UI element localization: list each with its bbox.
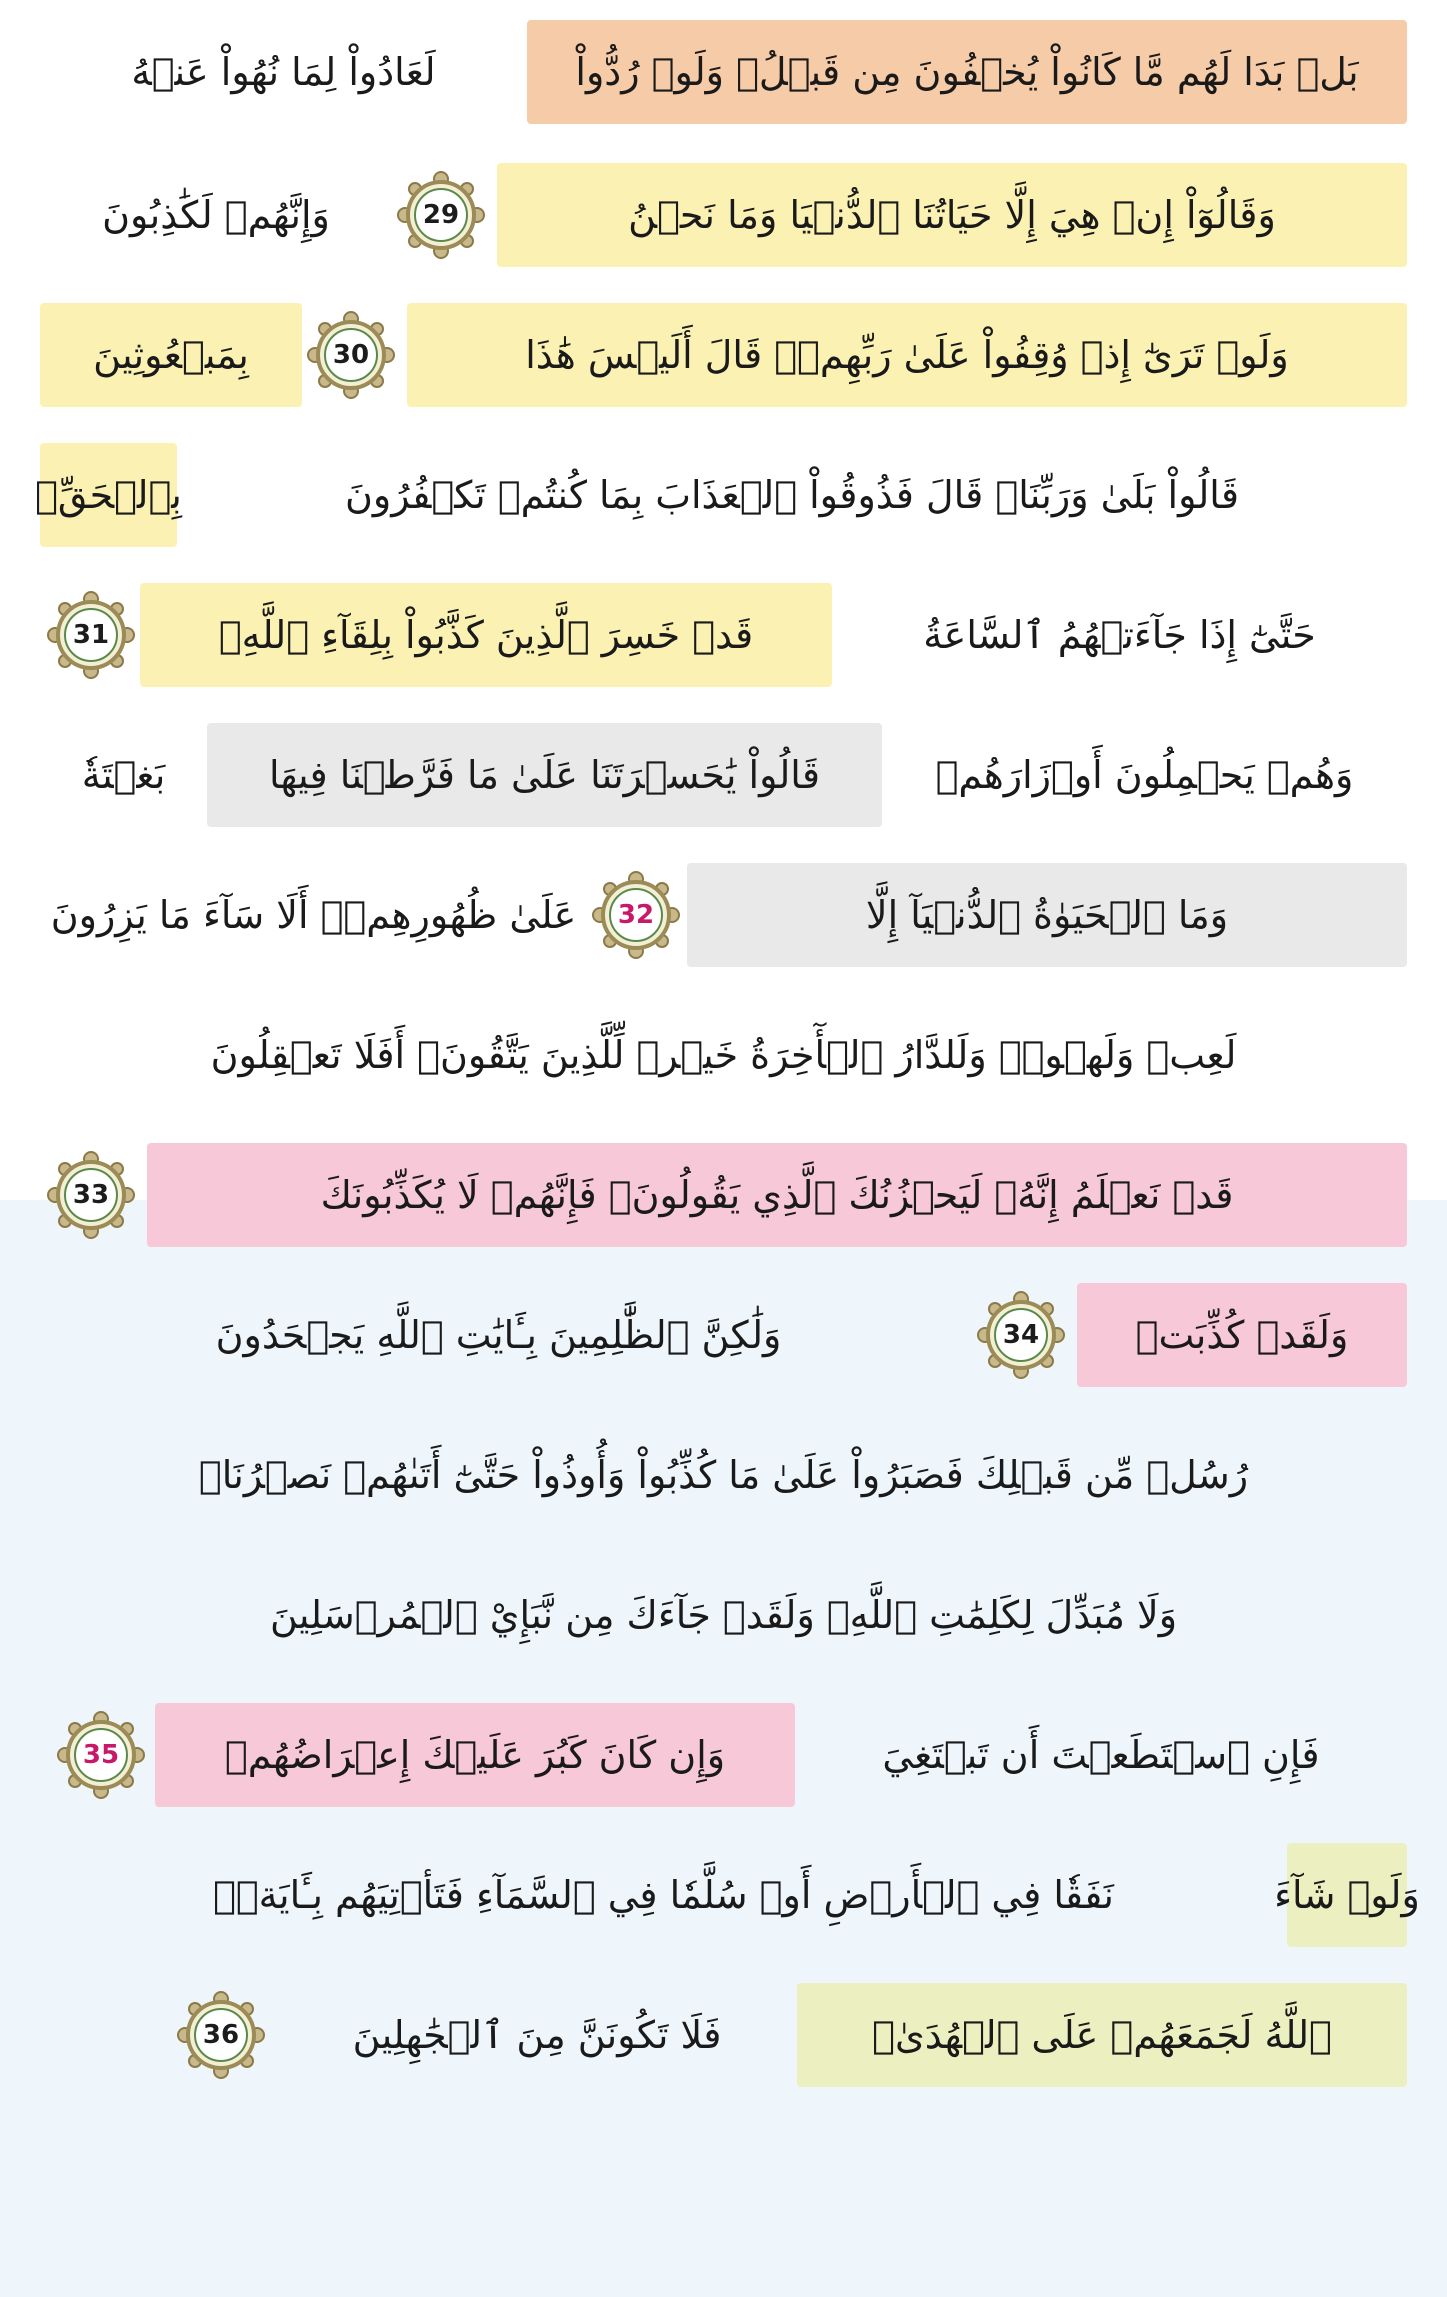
verse-text-segment: وَلَقَدۡ كُذِّبَتۡ	[1077, 1283, 1407, 1387]
ayah-number-marker	[305, 309, 397, 401]
verse-text-segment: نَفَقٗا فِي ٱلۡأَرۡضِ أَوۡ سُلَّمٗا فِي ٱلسَّمَآءِ فَتَأۡتِيَهُم بِـَٔايَةٖۚ	[213, 1873, 1114, 1917]
ayah-number-marker	[395, 169, 487, 261]
ayah-number: 35	[82, 1740, 120, 1770]
verse-text-segment: وَإِن كَانَ كَبُرَ عَلَيۡكَ إِعۡرَاضُهُمۡ	[155, 1703, 795, 1807]
verse-line	[40, 155, 1407, 273]
verse-text-segment: وَلَا مُبَدِّلَ لِكَلِمَٰتِ ٱللَّهِۚ وَلَقَدۡ جَآءَكَ مِن نَّبَإِيْ ٱلۡمُرۡسَلِينَ	[269, 1593, 1178, 1637]
verse-text-segment: وَإِنَّهُمۡ لَكَٰذِبُونَ	[102, 193, 330, 237]
verse-line	[40, 12, 1407, 130]
verse-line	[40, 1555, 1407, 1673]
verse-text-segment: بَغۡتَةٗ	[81, 753, 166, 797]
ayah-number: 36	[202, 2020, 240, 2050]
ayah-number-marker	[175, 1989, 267, 2081]
ayah-number: 32	[617, 900, 655, 930]
verse-text-segment: قَدۡ نَعۡلَمُ إِنَّهُۥ لَيَحۡزُنُكَ ٱلَّذِي يَقُولُونَۖ فَإِنَّهُمۡ لَا يُكَذِّبُونَكَ	[147, 1143, 1407, 1247]
verse-text-segment: لَعَادُواْ لِمَا نُهُواْ عَنۡهُ	[131, 50, 436, 94]
ayah-number: 30	[332, 340, 370, 370]
ayah-number-marker	[55, 1709, 147, 1801]
verse-text-segment: وَهُمۡ يَحۡمِلُونَ أَوۡزَارَهُمۡ	[935, 753, 1354, 797]
verse-line	[40, 715, 1407, 833]
verse-line	[40, 1975, 1407, 2093]
verse-text-segment: قَالُواْ يَٰحَسۡرَتَنَا عَلَىٰ مَا فَرَّطۡنَا فِيهَا	[207, 723, 882, 827]
verse-line	[40, 1275, 1407, 1393]
verse-text-segment: قَالُواْ بَلَىٰ وَرَبِّنَاۚ قَالَ فَذُوقُواْ ٱلۡعَذَابَ بِمَا كُنتُمۡ تَكۡفُرُونَ	[344, 473, 1240, 517]
verse-text-segment: بَلۡ بَدَا لَهُم مَّا كَانُواْ يُخۡفُونَ مِن قَبۡلُۖ وَلَوۡ رُدُّواْ	[527, 20, 1407, 124]
verse-text-segment: فَإِنِ ٱسۡتَطَعۡتَ أَن تَبۡتَغِيَ	[882, 1733, 1320, 1777]
verse-text-segment: ٱللَّهُ لَجَمَعَهُمۡ عَلَى ٱلۡهُدَىٰۚ	[797, 1983, 1407, 2087]
verse-text-segment: وَلَوۡ شَآءَ	[1287, 1843, 1407, 1947]
verse-text-segment: وَمَا ٱلۡحَيَوٰةُ ٱلدُّنۡيَآ إِلَّا	[687, 863, 1407, 967]
ayah-number: 29	[422, 200, 460, 230]
verse-line	[40, 1695, 1407, 1813]
verse-text-segment: حَتَّىٰٓ إِذَا جَآءَتۡهُمُ ٱلسَّاعَةُ	[923, 613, 1316, 657]
verse-line	[40, 1835, 1420, 1953]
verse-text-segment: رُسُلٞ مِّن قَبۡلِكَ فَصَبَرُواْ عَلَىٰ مَا كُذِّبُواْ وَأُوذُواْ حَتَّىٰٓ أَتَىٰهُمۡ نَصۡرُنَاۚ	[198, 1453, 1249, 1497]
ayah-number: 31	[72, 620, 110, 650]
verse-text-segment: قَدۡ خَسِرَ ٱلَّذِينَ كَذَّبُواْ بِلِقَآءِ ٱللَّهِۖ	[140, 583, 832, 687]
verse-text-segment: عَلَىٰ ظُهُورِهِمۡۚ أَلَا سَآءَ مَا يَزِرُونَ	[50, 893, 577, 937]
verse-line	[40, 1415, 1407, 1533]
verse-line	[35, 435, 1407, 553]
verse-text-segment: لَعِبٞ وَلَهۡوٞۖ وَلَلدَّارُ ٱلۡأٓخِرَةُ خَيۡرٞ لِّلَّذِينَ يَتَّقُونَۚ أَفَلَا تَعۡقِلُونَ	[210, 1033, 1237, 1077]
ayah-number: 33	[72, 1180, 110, 1210]
verse-line	[40, 995, 1407, 1113]
verse-text-segment: وَلَٰكِنَّ ٱلظَّٰلِمِينَ بِـَٔايَٰتِ ٱللَّهِ يَجۡحَدُونَ	[215, 1313, 782, 1357]
ayah-number: 34	[1002, 1320, 1040, 1350]
verse-line	[40, 1135, 1407, 1253]
verse-line	[40, 295, 1407, 413]
ayah-number-marker	[590, 869, 682, 961]
verse-text-segment: بِٱلۡحَقِّۚ	[40, 443, 177, 547]
ayah-number-marker	[975, 1289, 1067, 1381]
verse-line	[40, 855, 1407, 973]
verse-text-segment: وَقَالُوٓاْ إِنۡ هِيَ إِلَّا حَيَاتُنَا ٱلدُّنۡيَا وَمَا نَحۡنُ	[497, 163, 1407, 267]
verse-text-segment: وَلَوۡ تَرَىٰٓ إِذۡ وُقِفُواْ عَلَىٰ رَبِّهِمۡۚ قَالَ أَلَيۡسَ هَٰذَا	[407, 303, 1407, 407]
ayah-number-marker	[45, 1149, 137, 1241]
verse-line	[40, 575, 1407, 693]
ayah-number-marker	[45, 589, 137, 681]
verse-text-segment: بِمَبۡعُوثِينَ	[40, 303, 302, 407]
verse-text-segment: فَلَا تَكُونَنَّ مِنَ ٱلۡجَٰهِلِينَ	[352, 2013, 722, 2057]
